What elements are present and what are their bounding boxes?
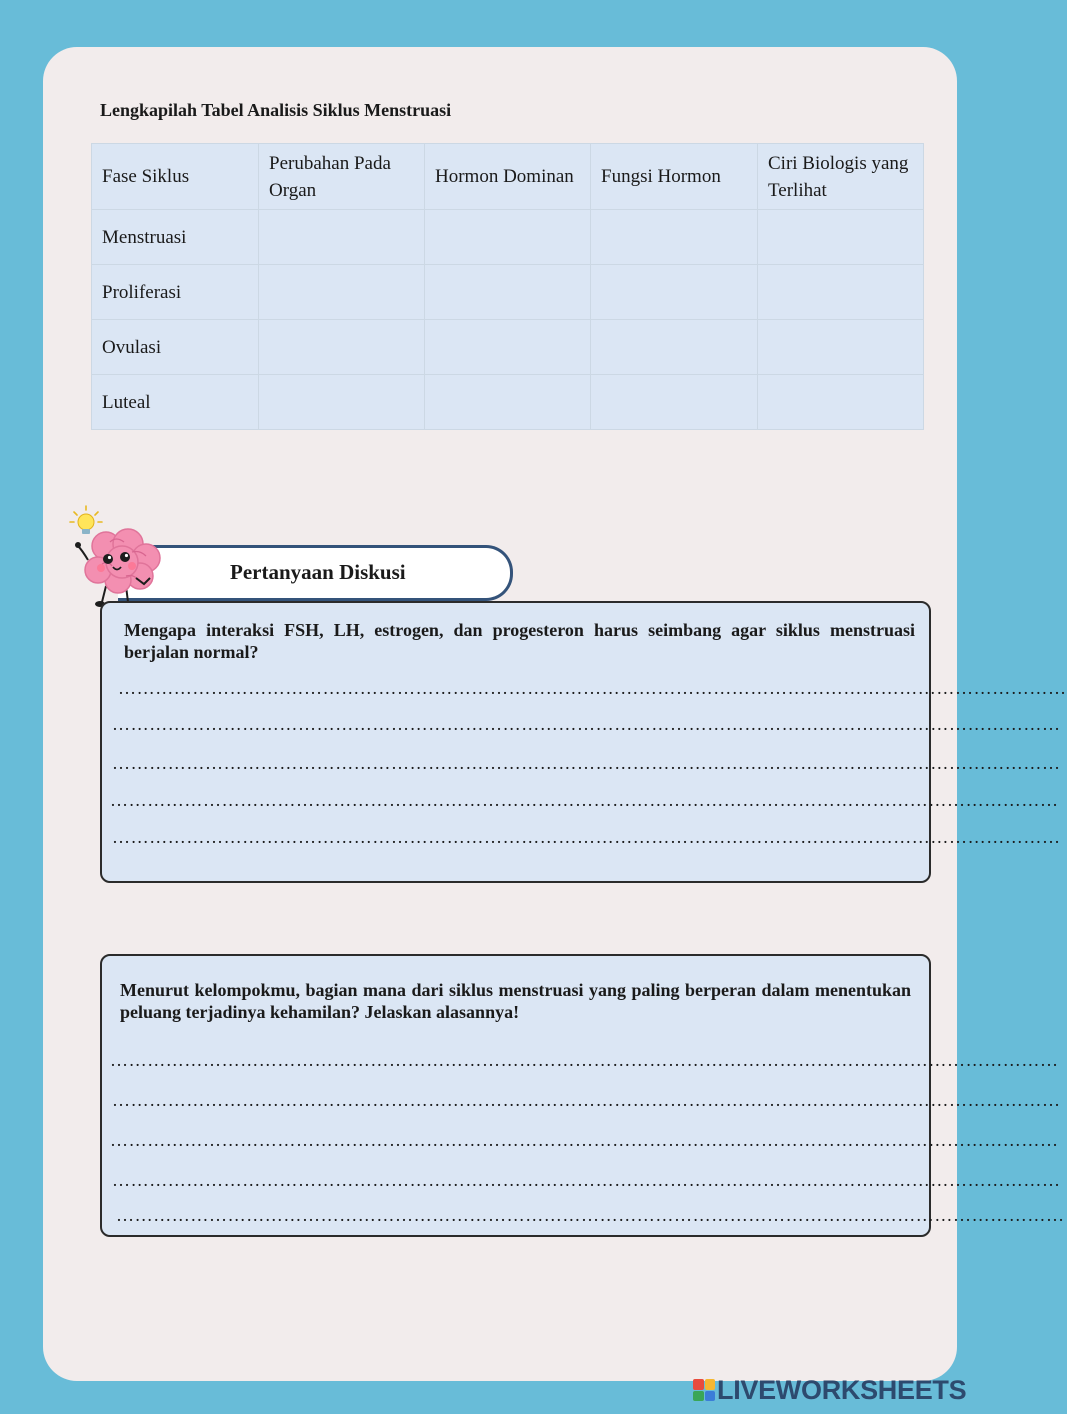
row-label-proliferasi: Proliferasi — [92, 265, 259, 320]
table-row — [92, 375, 924, 430]
header-hormon-dominan: Hormon Dominan — [425, 144, 591, 210]
question-box-1 — [100, 601, 1067, 883]
row-label-luteal: Luteal — [92, 375, 259, 430]
question-text-1: Mengapa interaksi FSH, LH, estrogen, dan progesteron harus seimbang agar siklus menstruasi berjalan normal? — [124, 620, 915, 662]
answer-cell[interactable] — [758, 375, 924, 430]
answer-cell[interactable] — [591, 320, 758, 375]
answer-cell[interactable] — [425, 210, 591, 265]
answer-cell[interactable] — [591, 265, 758, 320]
row-label-ovulasi: Ovulasi — [92, 320, 259, 375]
answer-cell[interactable] — [425, 375, 591, 430]
table-row — [92, 210, 924, 265]
table-row — [92, 320, 924, 375]
answer-cell[interactable] — [758, 210, 924, 265]
answer-cell[interactable] — [758, 320, 924, 375]
header-perubahan-organ: Perubahan Pada Organ — [259, 144, 425, 210]
answer-line[interactable]: ……………………………………………………………………………………………………………………………………… — [112, 714, 1061, 734]
answer-line[interactable]: ……………………………………………………………………………………………………………………………………… — [118, 678, 1067, 698]
question-text-2: Menurut kelompokmu, bagian mana dari siklus menstruasi yang paling berperan dalam menentukan peluang terjadinya kehamilan? Jelaskan alasannya! — [120, 980, 911, 1022]
table-title: Lengkapilah Tabel Analisis Siklus Menstruasi — [100, 100, 452, 120]
answer-cell[interactable] — [591, 375, 758, 430]
answer-cell[interactable] — [259, 210, 425, 265]
answer-cell[interactable] — [259, 320, 425, 375]
liveworksheets-logo — [693, 1374, 967, 1405]
brain-mascot-icon — [66, 504, 170, 610]
answer-line[interactable]: ……………………………………………………………………………………………………………………………………… — [110, 1050, 1059, 1070]
answer-line[interactable]: ……………………………………………………………………………………………………………………………………… — [112, 1090, 1061, 1110]
brand-name: LIVEWORKSHEETS — [717, 1374, 967, 1405]
answer-cell[interactable] — [591, 210, 758, 265]
answer-cell[interactable] — [259, 375, 425, 430]
answer-line[interactable]: ……………………………………………………………………………………………………………………………………… — [112, 1170, 1061, 1190]
analysis-table — [91, 143, 924, 430]
answer-line[interactable]: ……………………………………………………………………………………………………………………………………… — [110, 790, 1059, 810]
answer-line[interactable]: ……………………………………………………………………………………………………………………………………… — [116, 1205, 1065, 1225]
lightbulb-icon — [70, 506, 102, 534]
answer-cell[interactable] — [425, 320, 591, 375]
row-label-menstruasi: Menstruasi — [92, 210, 259, 265]
liveworksheets-mark-icon — [693, 1379, 715, 1401]
table-header-row — [92, 144, 924, 210]
answer-cell[interactable] — [425, 265, 591, 320]
answer-cell[interactable] — [758, 265, 924, 320]
answer-line[interactable]: ……………………………………………………………………………………………………………………………………… — [112, 753, 1061, 773]
header-fungsi-hormon: Fungsi Hormon — [591, 144, 758, 210]
table-row — [92, 265, 924, 320]
section-title: Pertanyaan Diskusi — [230, 560, 406, 584]
answer-line[interactable]: ……………………………………………………………………………………………………………………………………… — [110, 1130, 1059, 1150]
answer-line[interactable]: ……………………………………………………………………………………………………………………………………… — [112, 827, 1061, 847]
question-box-2 — [100, 954, 1065, 1237]
answer-cell[interactable] — [259, 265, 425, 320]
header-fase-siklus: Fase Siklus — [92, 144, 259, 210]
header-ciri-biologis: Ciri Biologis yang Terlihat — [758, 144, 924, 210]
